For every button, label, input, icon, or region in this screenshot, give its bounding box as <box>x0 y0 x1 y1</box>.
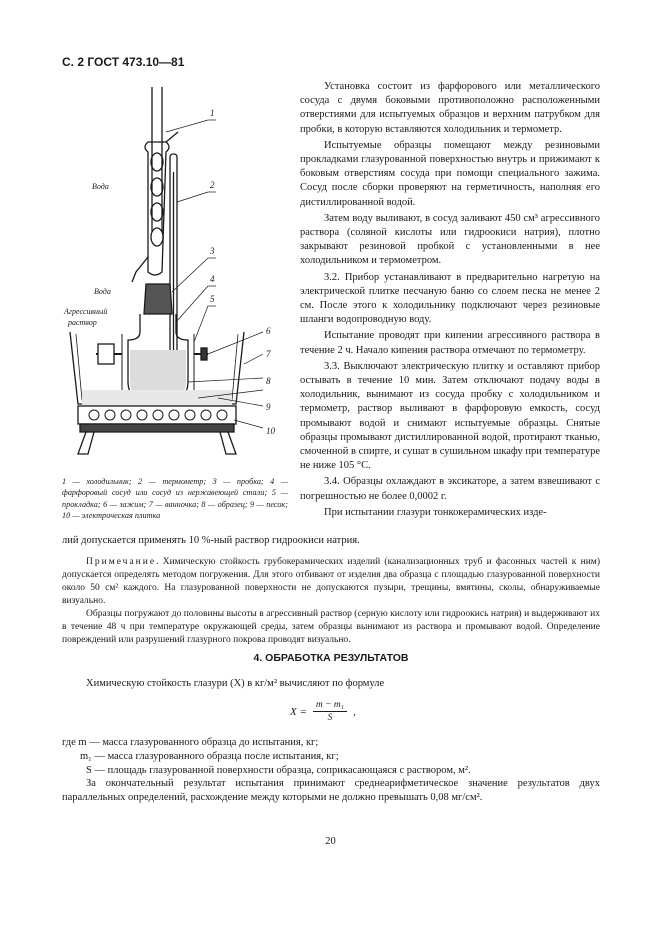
definition: m₁ — масса глазурованного образца после испытания, кг; <box>80 751 339 763</box>
formula-intro <box>62 677 600 691</box>
formula-tail: , <box>353 705 356 718</box>
paragraph: Испытание проводят при кипении агрессивного раствора в течение 2 ч. Начало кипения раствора отмечают по термометру. <box>300 330 600 356</box>
water-inlet-label: Вода <box>92 182 109 191</box>
label-1: 1 <box>210 108 215 118</box>
definition: S — площадь глазурованной поверхности образца, соприкасающаяся с раствором, м². <box>86 765 471 777</box>
note-text: . Химическую стойкость грубокерамических изделий (канализационных труб и фасонных частей к ним) допускается определять методом погружения. Для этого отбивают от изделия два образца с площадью глазурованной поверхности около 50 см² каждого. На глазурованной поверхности не допускаются пузыри, трещины, вмятины, сколы, обнаруживаемые визуально. <box>62 557 600 606</box>
paragraph: 3.2. Прибор устанавливают в предварительно нагретую на электрической плитке песчаную баню со слоем песка не менее 2 см. После этого к холодильнику подключают через резиновые шланги водопроводную воду. <box>300 271 600 326</box>
paragraph: 3.4. Образцы охлаждают в эксикаторе, а затем взвешивают с погрешностью не более 0,0002 г. <box>300 476 600 502</box>
formula-fraction <box>313 700 347 723</box>
page-number: 20 <box>325 836 336 847</box>
page-header: С. 2 ГОСТ 473.10—81 <box>62 55 185 69</box>
note-paragraph-2: Образцы погружают до половины высоты в агрессивный раствор (серную кислоту или гидроокись натрия) и выдерживают их в течение 48 ч при температуре окружающей среды, затем образцы вынимают из раствора и промывают водой. Определение повреждений или разрушений глазурного покрова проводят визуально. <box>62 609 600 645</box>
figure-caption: 1 — холодильник; 2 — термометр; 3 — пробка; 4 — фарфоровый сосуд или сосуд из нержавеющей стали; 5 — прокладка; 6 — зажим; 7 — ванночка; 8 — образец; 9 — песок; 10 — электрическая плитка <box>62 477 288 521</box>
apparatus-figure <box>58 82 298 482</box>
paragraph: лий допускается применять 10 %-ный раствор гидроокиси натрия. <box>62 535 360 546</box>
label-9: 9 <box>266 402 271 412</box>
note-paragraph <box>62 556 600 608</box>
paragraph: При испытании глазури тонкокерамических изде- <box>324 506 547 518</box>
paragraph: Испытуемые образцы помещают между резиновыми прокладками глазурованной поверхностью внутрь и прижимают к боковым отверстиям сосуда при помощи специального зажима. Сосуд после сборки проверяют на герметичность, наполняя его дистиллированной водой. <box>300 139 600 208</box>
label-8: 8 <box>266 376 271 386</box>
label-5: 5 <box>210 294 215 304</box>
paragraph: За окончательный результат испытания принимают среднеарифметическое значение результатов двух параллельных определений, расхождение между которыми не должно превышать 0,08 мг/см². <box>62 778 600 804</box>
label-3: 3 <box>210 246 215 256</box>
note-block <box>62 556 600 647</box>
paragraph: Химическую стойкость глазури (X) в кг/м² вычисляют по формуле <box>86 678 385 689</box>
formula <box>290 700 356 723</box>
label-6: 6 <box>266 326 271 336</box>
solution-label-line2: раствор <box>68 318 97 327</box>
paragraph: 3.3. Выключают электрическую плитку и оставляют прибор остывать в течение 10 мин. Затем отключают подачу воды в холодильник, вынимают из сосуда пробку с холодильником и термометр, раствор выливают в фарфоровую емкость, сосуд промывают водой и снимают испытуемые образцы. Снятые образцы промывают дистиллированной водой, протирают тканью, смоченной в спирте, и сушат в сушильном шкафу при температуре не ниже 105 °С. <box>300 360 600 472</box>
label-4: 4 <box>210 274 215 284</box>
right-column <box>300 80 600 522</box>
label-2: 2 <box>210 180 215 190</box>
label-7: 7 <box>266 349 271 359</box>
section-title: 4. ОБРАБОТКА РЕЗУЛЬТАТОВ <box>253 652 409 664</box>
formula-numerator: m − m₁ <box>313 700 347 712</box>
formula-denominator: S <box>327 713 333 723</box>
paragraph: Затем воду выливают, в сосуд заливают 450 см³ агрессивного раствора (соляной кислоты или гидроокиси натрия), плотно закрывают резиновой пробкой с установленными в нее холодильником и термометром. <box>300 212 600 267</box>
note-label: Примечание <box>86 557 157 567</box>
final-paragraph-block <box>62 777 600 805</box>
variable-definitions <box>62 736 600 779</box>
water-outlet-label: Вода <box>94 287 111 296</box>
label-10: 10 <box>266 426 275 436</box>
apparatus-drawing <box>58 82 298 482</box>
definition: где m — масса глазурованного образца до испытания, кг; <box>62 737 319 748</box>
formula-lhs: X = <box>290 705 307 718</box>
solution-label-line1: Агрессивный <box>64 307 108 316</box>
thin-ceramics-continuation <box>62 534 600 548</box>
paragraph: Установка состоит из фарфорового или металлического сосуда с двумя боковыми противоположно расположенными отверстиями для испытуемых образцов и верхним патрубком для пробки, в которую вставляются холодильник и термометр. <box>300 81 600 135</box>
